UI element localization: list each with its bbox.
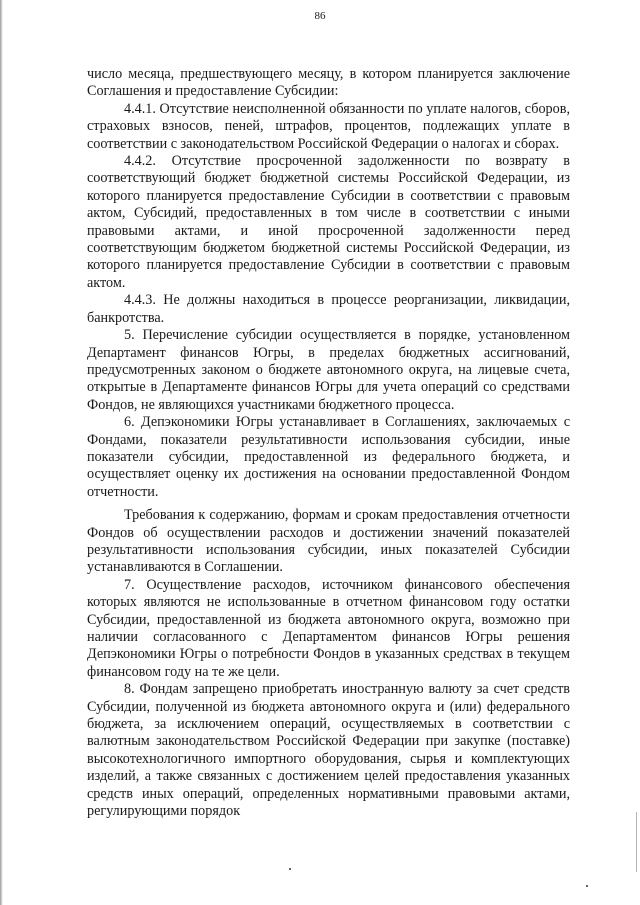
document-body: [87, 66, 570, 820]
paragraph-continuation: число месяца, предшествующего месяцу, в котором планируется заключение Соглашения и предоставление Субсидии:: [87, 66, 570, 100]
scan-edge-shadow: [0, 0, 3, 905]
paragraph-6-requirements: Требования к содержанию, формам и срокам предоставления отчетности Фондов об осуществлении расходов и достижении значений показателей результативности использования субсидии, иных показателей Субсидии устанавливаются в Соглашении.: [87, 507, 570, 576]
paragraph-4-4-2: 4.4.2. Отсутствие просроченной задолженности по возврату в соответствующий бюджет бюджетной системы Российской Федерации, из которого планируется предоставление Субсидии в соответствии с правовым актом, Субсидий, предоставленных в том числе в соответствии с иными правовыми актами, и иной просроченной задолженности перед соответствующим бюджетом бюджетной системы Российской Федерации, из которого планируется предоставление Субсидии в соответствии с правовым актом.: [87, 153, 570, 291]
paragraph-4-4-1: 4.4.1. Отсутствие неисполненной обязанности по уплате налогов, сборов, страховых взносов, пеней, штрафов, процентов, подлежащих уплате в соответствии с законодательством Российской Федерации о налогах и сборах.: [87, 100, 570, 152]
scan-edge-mark: [636, 812, 637, 872]
paragraph-4-4-3: 4.4.3. Не должны находиться в процессе реорганизации, ликвидации, банкротства.: [87, 292, 570, 326]
paragraph-8: 8. Фондам запрещено приобретать иностранную валюту за счет средств Субсидии, полученной из бюджета автономного округа и (или) федерального бюджета, за исключением операций, осуществляемых в соответствии с валютным законодательством Российской Федерации при закупке (поставке) высокотехнологичного импортного оборудования, сырья и комплектующих изделий, а также связанных с достижением целей предоставления указанных средств иных операций, определенных нормативными правовыми актами, регулирующими порядок: [87, 681, 570, 820]
paragraph-5: 5. Перечисление субсидии осуществляется в порядке, установленном Департамент финансов Югры, в пределах бюджетных ассигнований, предусмотренных законом о бюджете автономного округа, на лицевые счета, открытые в Департаменте финансов Югры для учета операций со средствами Фондов, не являющихся участниками бюджетного процесса.: [87, 327, 570, 413]
scan-speck: [289, 868, 291, 870]
paragraph-6: 6. Депэкономики Югры устанавливает в Соглашениях, заключаемых с Фондами, показатели результативности использования субсидии, иные показатели субсидии, предоставленной из федерального бюджета, и осуществляет оценку их достижения на основании предоставленной Фондом отчетности.: [87, 414, 570, 500]
paragraph-7: 7. Осуществление расходов, источником финансового обеспечения которых являются не использованные в отчетном финансовом году остатки Субсидии, предоставленной из бюджета автономного округа, возможно при наличии согласованного с Департаментом финансов Югры решения Депэкономики Югры о потребности Фондов в указанных средствах в текущем финансовом году на те же цели.: [87, 576, 570, 680]
scan-speck: [586, 885, 588, 887]
page-number: 86: [314, 10, 326, 22]
